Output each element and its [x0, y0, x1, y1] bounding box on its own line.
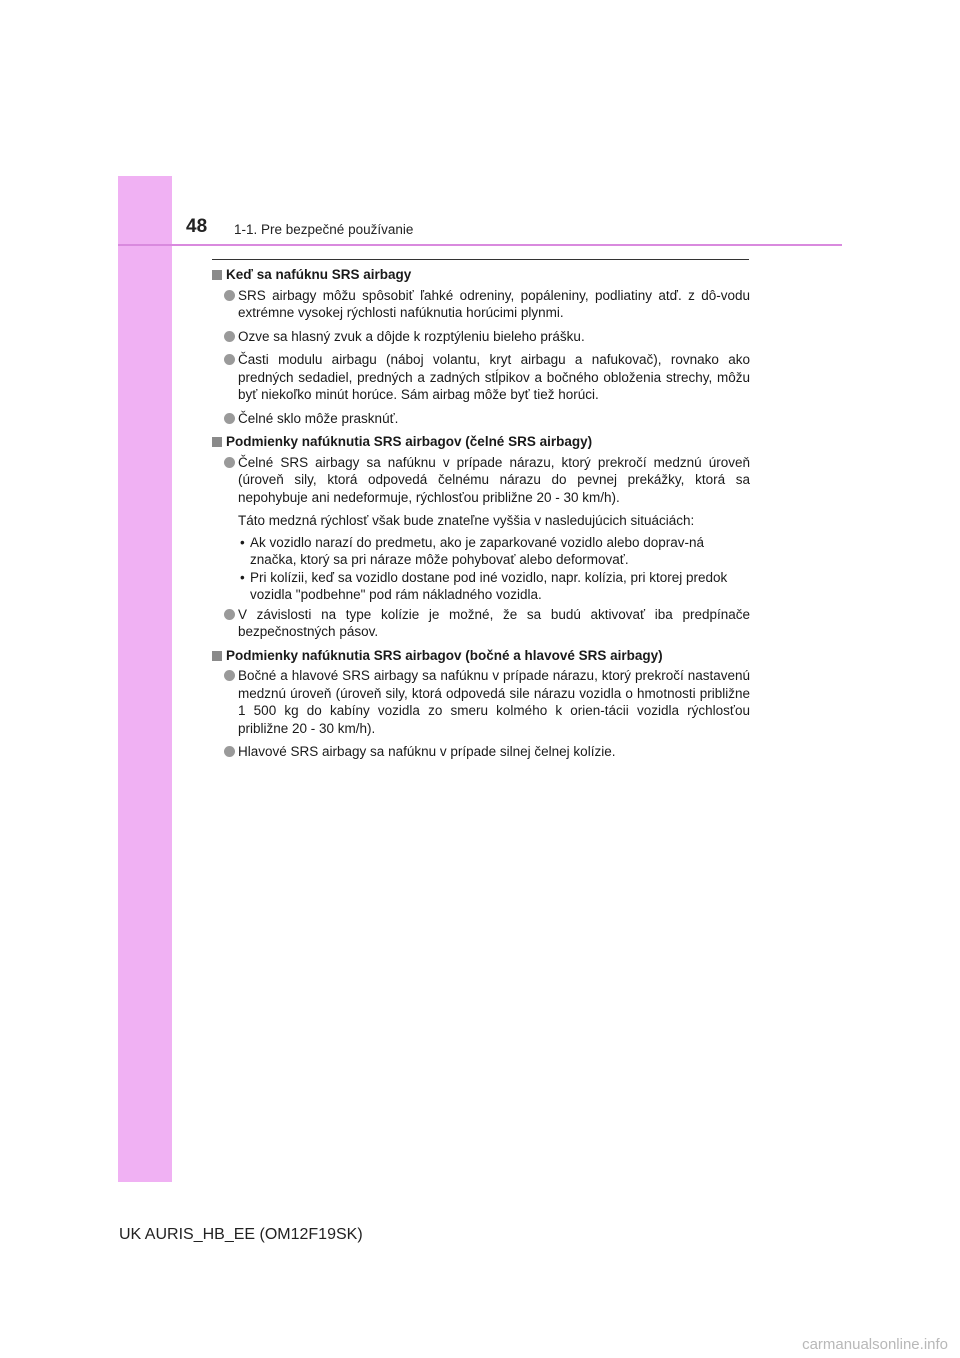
item-text: Čelné sklo môže prasknúť.: [238, 410, 399, 426]
chapter-side-tab: [118, 176, 172, 1182]
heading-text: Podmienky nafúknutia SRS airbagov (bočné a hlavové SRS airbagy): [226, 647, 663, 663]
circle-bullet-icon: [224, 670, 235, 681]
item-text: Bočné a hlavové SRS airbagy sa nafúknu v prípade nárazu, ktorý prekročí nastavenú medznú úroveň (úroveň sily, ktorá odpovedá sile nárazu vozidla o hmotnosti približne 1 500 kg do kabíny vozidla zo smeru kolmého k orien-tácii vozidla rýchlosťou približne 20 - 30 km/h).: [238, 668, 750, 736]
list-item: [212, 410, 750, 428]
page-number: 48: [186, 216, 208, 237]
list-item: [212, 328, 750, 346]
item-text: Čelné SRS airbagy sa nafúknu v prípade nárazu, ktorý prekročí medznú úroveň (úroveň sily, ktorá odpovedá čelnému nárazu do pevnej prekážky, ktorá sa nepohybuje ani nedeformuje, rýchlosťou približne 20 - 30 km/h).: [238, 454, 750, 505]
sub-list-item: [212, 534, 750, 569]
sub-item-text: Pri kolízii, keď sa vozidlo dostane pod iné vozidlo, napr. kolízia, pri ktorej predok vozidla "podbehne" pod rám nákladného vozidla.: [250, 569, 728, 602]
item-text: Hlavové SRS airbagy sa nafúknu v prípade silnej čelnej kolízie.: [238, 744, 616, 759]
list-item: [212, 454, 750, 507]
list-item: [212, 287, 750, 322]
list-item: [212, 351, 750, 404]
circle-bullet-icon: [224, 609, 235, 620]
content-top-rule: [212, 259, 749, 260]
heading-text: Keď sa nafúknu SRS airbagy: [226, 267, 412, 282]
circle-bullet-icon: [224, 290, 235, 301]
dot-marker: •: [240, 534, 245, 550]
item-text: V závislosti na type kolízie je možné, že sa budú aktivovať iba predpínače bezpečnostných pásov.: [238, 606, 750, 639]
dot-marker: •: [240, 569, 245, 585]
list-item: [212, 743, 750, 761]
page-content: [212, 266, 750, 767]
section-heading: [212, 433, 750, 451]
section-title: 1-1. Pre bezpečné používanie: [234, 222, 414, 237]
section-heading: [212, 647, 750, 665]
circle-bullet-icon: [224, 746, 235, 757]
item-text: SRS airbagy môžu spôsobiť ľahké odreniny, popáleniny, podliatiny atď. z dô-vodu extrémne vysokej rýchlosti nafúknutia horúcimi plynmi.: [238, 287, 750, 320]
watermark: carmanualsonline.info: [802, 1336, 948, 1353]
sub-list-item: [212, 569, 750, 604]
section-heading: [212, 266, 750, 284]
manual-code-footer: UK AURIS_HB_EE (OM12F19SK): [119, 1226, 363, 1243]
square-bullet-icon: [212, 437, 222, 447]
item-text: Ozve sa hlasný zvuk a dôjde k rozptýleniu bieleho prášku.: [238, 328, 585, 344]
square-bullet-icon: [212, 651, 222, 661]
circle-bullet-icon: [224, 331, 235, 342]
circle-bullet-icon: [224, 457, 235, 468]
square-bullet-icon: [212, 270, 222, 280]
item-text: Časti modulu airbagu (náboj volantu, kryt airbagu a nafukovač), rovnako ako predných sedadiel, predných a zadných stĺpikov a bočného obloženia strechy, môžu byť niekoľko minút horúce. Sám airbag môže byť tiež horúci.: [238, 352, 750, 402]
sub-item-text: Ak vozidlo narazí do predmetu, ako je zaparkované vozidlo alebo doprav-ná značka, ktorý sa pri náraze môže pohybovať alebo deformovať.: [250, 534, 705, 567]
circle-bullet-icon: [224, 354, 235, 365]
list-item: [212, 667, 750, 737]
list-item: [212, 606, 750, 641]
circle-bullet-icon: [224, 413, 235, 424]
heading-text: Podmienky nafúknutia SRS airbagov (čelné SRS airbagy): [226, 434, 593, 449]
note-text: Táto medzná rýchlosť však bude znateľne vyššia v nasledujúcich situáciách:: [238, 513, 695, 528]
header-rule: [118, 244, 842, 246]
